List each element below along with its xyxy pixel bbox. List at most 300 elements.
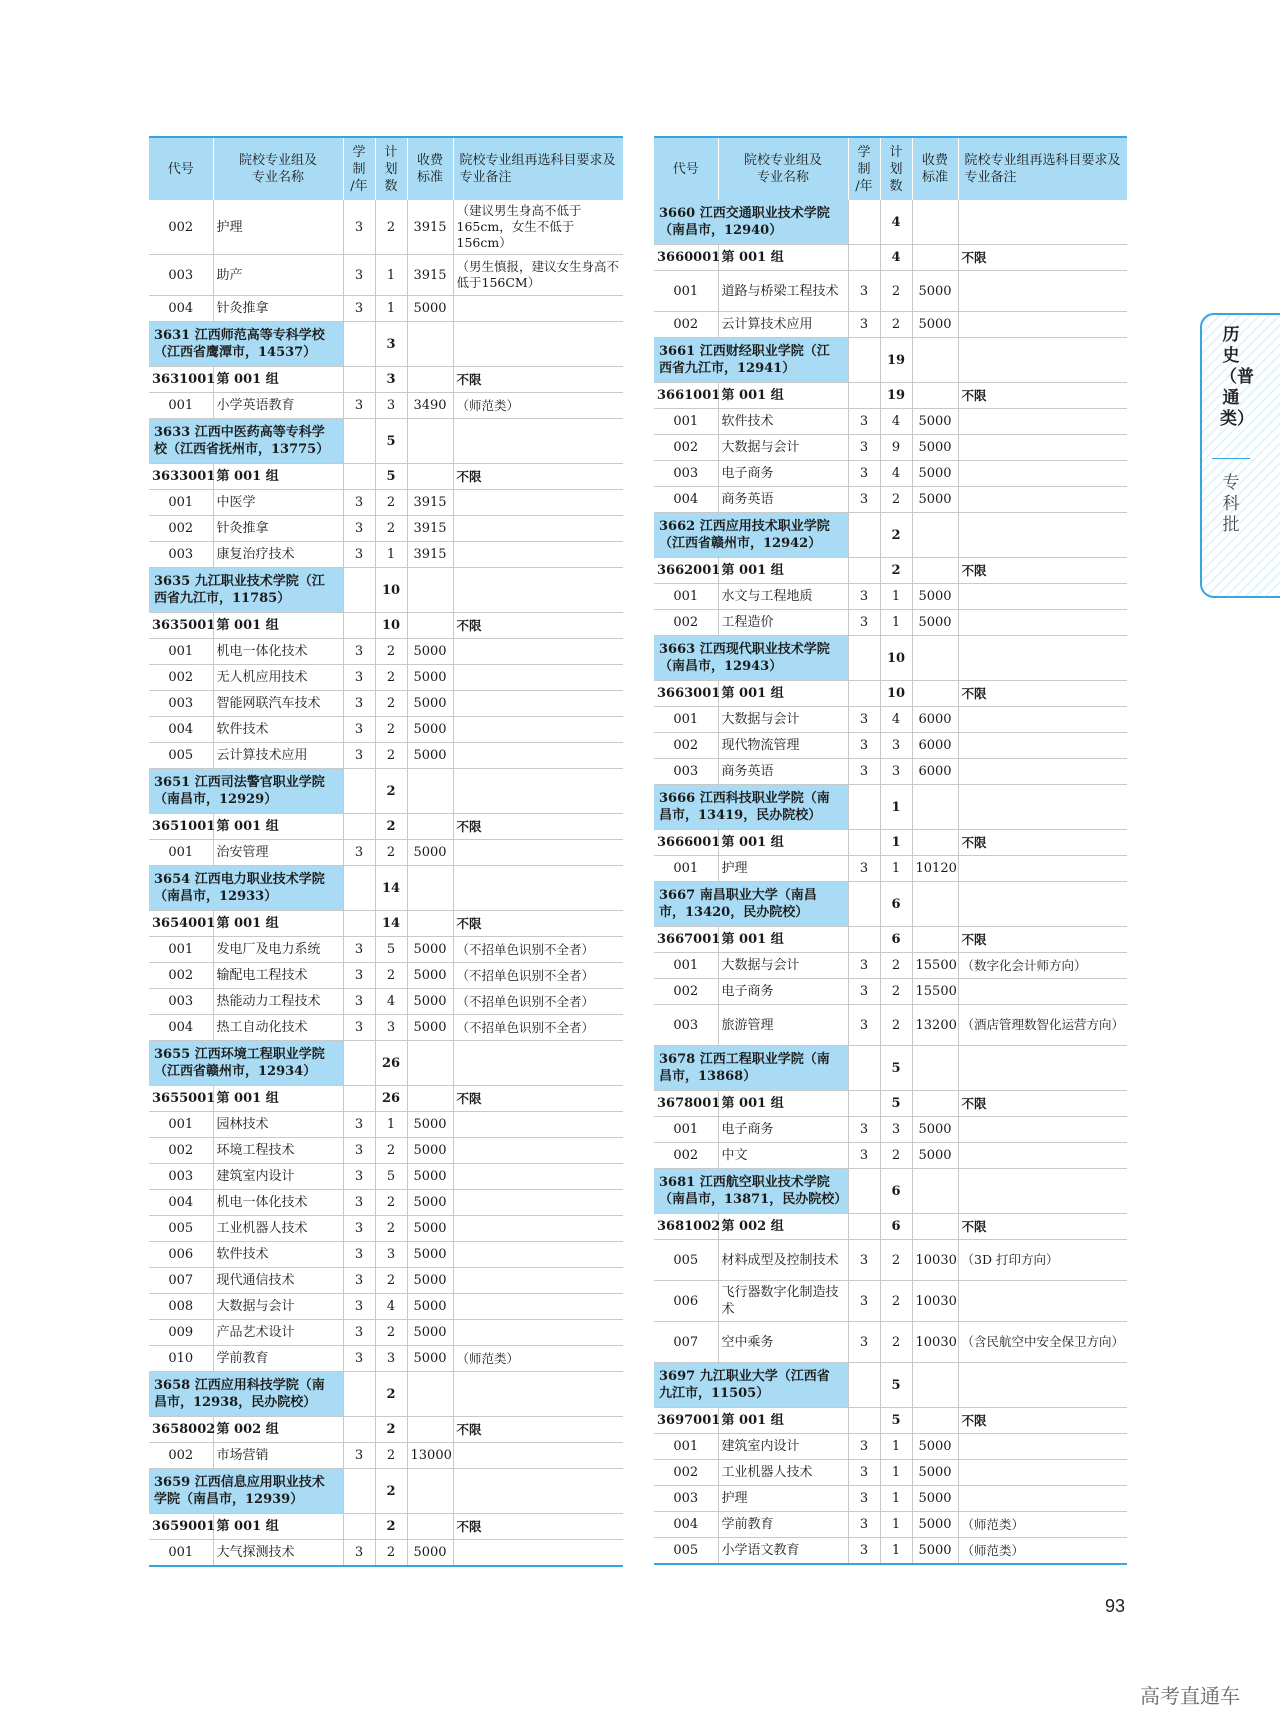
major-code: 001 <box>654 1434 718 1460</box>
major-years: 3 <box>848 1143 880 1169</box>
major-note <box>453 296 623 322</box>
school-row <box>149 1041 623 1086</box>
major-row <box>654 271 1127 312</box>
school-years-cell <box>343 419 375 464</box>
major-row <box>654 1143 1127 1169</box>
group-requirement: 不限 <box>958 927 1127 953</box>
major-years: 3 <box>343 255 375 296</box>
major-name: 材料成型及控制技术 <box>718 1240 848 1281</box>
major-row <box>149 743 623 769</box>
school-note-cell <box>453 322 623 367</box>
major-plan: 3 <box>880 733 912 759</box>
major-row <box>654 1434 1127 1460</box>
school-plan: 10 <box>880 636 912 681</box>
major-row <box>149 1138 623 1164</box>
major-note <box>453 1242 623 1268</box>
major-name: 现代通信技术 <box>213 1268 343 1294</box>
major-code: 002 <box>149 665 213 691</box>
group-fee-cell <box>407 464 453 490</box>
major-fee: 13200 <box>912 1005 958 1046</box>
major-name: 智能网联汽车技术 <box>213 691 343 717</box>
major-plan: 2 <box>375 1268 407 1294</box>
major-years: 3 <box>343 542 375 568</box>
major-row <box>149 393 623 419</box>
school-note-cell <box>453 1469 623 1514</box>
school-note-cell <box>453 1372 623 1417</box>
major-plan: 1 <box>880 1434 912 1460</box>
group-requirement: 不限 <box>453 911 623 937</box>
school-plan: 5 <box>880 1363 912 1408</box>
major-note <box>453 665 623 691</box>
school-fee-cell <box>912 785 958 830</box>
header-plan: 计 划 数 <box>375 137 407 200</box>
group-name: 第 001 组 <box>718 830 848 856</box>
school-plan: 3 <box>375 322 407 367</box>
school-name: 3633 江西中医药高等专科学校（江西省抚州市，13775） <box>149 419 343 464</box>
major-years: 3 <box>848 1240 880 1281</box>
major-fee: 3915 <box>407 542 453 568</box>
school-row <box>149 568 623 613</box>
major-years: 3 <box>343 1164 375 1190</box>
major-row <box>149 490 623 516</box>
major-name: 建筑室内设计 <box>718 1434 848 1460</box>
major-note <box>453 1294 623 1320</box>
major-name: 空中乘务 <box>718 1322 848 1363</box>
major-code: 003 <box>654 461 718 487</box>
major-plan: 1 <box>375 1112 407 1138</box>
group-name: 第 001 组 <box>213 911 343 937</box>
school-name: 3654 江西电力职业技术学院（南昌市，12933） <box>149 866 343 911</box>
group-plan: 4 <box>880 245 912 271</box>
major-name: 现代物流管理 <box>718 733 848 759</box>
major-name: 商务英语 <box>718 487 848 513</box>
group-row <box>654 1214 1127 1240</box>
group-code: 3659001 <box>149 1514 213 1540</box>
major-name: 热能动力工程技术 <box>213 989 343 1015</box>
group-requirement: 不限 <box>453 613 623 639</box>
school-row <box>149 1469 623 1514</box>
school-row <box>654 513 1127 558</box>
major-name: 机电一体化技术 <box>213 639 343 665</box>
major-fee: 5000 <box>912 1460 958 1486</box>
major-code: 002 <box>149 963 213 989</box>
school-years-cell <box>848 1169 880 1214</box>
major-years: 3 <box>848 1460 880 1486</box>
major-row <box>654 1117 1127 1143</box>
school-fee-cell <box>407 1041 453 1086</box>
group-name: 第 001 组 <box>718 1091 848 1117</box>
major-note: （师范类） <box>958 1538 1127 1565</box>
major-plan: 1 <box>880 610 912 636</box>
major-plan: 3 <box>375 1242 407 1268</box>
major-name: 大数据与会计 <box>718 707 848 733</box>
major-fee: 5000 <box>912 1117 958 1143</box>
major-plan: 2 <box>880 312 912 338</box>
major-code: 003 <box>654 759 718 785</box>
major-years: 3 <box>343 490 375 516</box>
major-years: 3 <box>848 953 880 979</box>
major-years: 3 <box>343 1346 375 1372</box>
header-fee: 收费 标准 <box>407 137 453 200</box>
major-row <box>654 759 1127 785</box>
header-name: 院校专业组及 专业名称 <box>718 137 848 200</box>
major-fee: 5000 <box>912 1538 958 1565</box>
major-name: 护理 <box>718 856 848 882</box>
major-note <box>958 409 1127 435</box>
group-years-cell <box>343 1514 375 1540</box>
school-name: 3655 江西环境工程职业学院（江西省赣州市，12934） <box>149 1041 343 1086</box>
major-note <box>958 461 1127 487</box>
school-plan: 2 <box>880 513 912 558</box>
major-code: 004 <box>149 717 213 743</box>
major-row <box>149 1268 623 1294</box>
major-note <box>453 1268 623 1294</box>
major-note: （数字化会计师方向） <box>958 953 1127 979</box>
enrollment-table-left <box>149 136 623 1567</box>
major-row <box>149 665 623 691</box>
major-note <box>453 1190 623 1216</box>
major-note: （师范类） <box>453 1346 623 1372</box>
major-row <box>149 1540 623 1567</box>
major-note <box>958 487 1127 513</box>
school-fee-cell <box>407 866 453 911</box>
group-plan: 2 <box>375 814 407 840</box>
major-fee: 3915 <box>407 200 453 255</box>
major-plan: 4 <box>375 989 407 1015</box>
major-plan: 2 <box>375 840 407 866</box>
major-note <box>453 542 623 568</box>
major-code: 005 <box>149 1216 213 1242</box>
major-fee: 5000 <box>407 717 453 743</box>
school-note-cell <box>453 419 623 464</box>
major-fee: 3915 <box>407 490 453 516</box>
major-row <box>149 516 623 542</box>
major-plan: 2 <box>880 1005 912 1046</box>
major-note <box>453 490 623 516</box>
major-fee: 5000 <box>912 312 958 338</box>
major-note: （师范类） <box>958 1512 1127 1538</box>
section-side-tab <box>1200 313 1280 598</box>
school-plan: 5 <box>375 419 407 464</box>
group-plan: 2 <box>880 558 912 584</box>
major-years: 3 <box>343 743 375 769</box>
group-plan: 5 <box>375 464 407 490</box>
group-row <box>149 911 623 937</box>
school-row <box>654 785 1127 830</box>
major-row <box>654 487 1127 513</box>
major-plan: 2 <box>375 1138 407 1164</box>
major-code: 001 <box>149 490 213 516</box>
major-row <box>654 435 1127 461</box>
group-requirement: 不限 <box>453 814 623 840</box>
major-fee: 5000 <box>407 1164 453 1190</box>
group-plan: 10 <box>375 613 407 639</box>
group-row <box>654 383 1127 409</box>
major-name: 软件技术 <box>213 1242 343 1268</box>
major-row <box>654 1322 1127 1363</box>
major-note <box>453 1164 623 1190</box>
group-fee-cell <box>407 1514 453 1540</box>
school-fee-cell <box>912 513 958 558</box>
major-row <box>654 1486 1127 1512</box>
group-years-cell <box>848 383 880 409</box>
group-fee-cell <box>407 1417 453 1443</box>
major-code: 008 <box>149 1294 213 1320</box>
major-fee: 5000 <box>407 840 453 866</box>
major-years: 3 <box>848 759 880 785</box>
major-code: 002 <box>654 610 718 636</box>
group-row <box>149 814 623 840</box>
major-years: 3 <box>343 989 375 1015</box>
major-note <box>958 271 1127 312</box>
major-years: 3 <box>343 516 375 542</box>
group-years-cell <box>848 681 880 707</box>
school-fee-cell <box>912 636 958 681</box>
group-years-cell <box>343 367 375 393</box>
school-name: 3631 江西师范高等专科学校（江西省鹰潭市，14537） <box>149 322 343 367</box>
major-name: 热工自动化技术 <box>213 1015 343 1041</box>
group-name: 第 002 组 <box>718 1214 848 1240</box>
major-fee: 5000 <box>407 639 453 665</box>
school-row <box>654 636 1127 681</box>
group-years-cell <box>343 814 375 840</box>
major-note <box>453 1112 623 1138</box>
school-name: 3661 江西财经职业学院（江西省九江市，12941） <box>654 338 848 383</box>
enrollment-table-right <box>654 136 1127 1565</box>
school-row <box>654 338 1127 383</box>
major-plan: 1 <box>375 296 407 322</box>
major-code: 003 <box>149 255 213 296</box>
major-fee: 5000 <box>407 1294 453 1320</box>
major-fee: 15500 <box>912 953 958 979</box>
major-name: 产品艺术设计 <box>213 1320 343 1346</box>
major-name: 电子商务 <box>718 979 848 1005</box>
major-note <box>453 840 623 866</box>
group-requirement: 不限 <box>453 1417 623 1443</box>
school-name: 3666 江西科技职业学院（南昌市，13419，民办院校） <box>654 785 848 830</box>
major-note <box>958 1117 1127 1143</box>
major-row <box>149 963 623 989</box>
major-plan: 2 <box>375 516 407 542</box>
major-name: 大气探测技术 <box>213 1540 343 1567</box>
major-fee: 5000 <box>912 610 958 636</box>
major-years: 3 <box>848 733 880 759</box>
school-plan: 2 <box>375 769 407 814</box>
school-plan: 19 <box>880 338 912 383</box>
major-name: 飞行器数字化制造技术 <box>718 1281 848 1322</box>
major-code: 003 <box>149 1164 213 1190</box>
group-name: 第 001 组 <box>213 1514 343 1540</box>
school-row <box>149 322 623 367</box>
major-plan: 2 <box>375 743 407 769</box>
major-fee: 5000 <box>407 1268 453 1294</box>
major-years: 3 <box>848 1322 880 1363</box>
major-plan: 2 <box>375 1216 407 1242</box>
school-fee-cell <box>912 1046 958 1091</box>
group-code: 3651001 <box>149 814 213 840</box>
major-fee: 5000 <box>407 1216 453 1242</box>
major-code: 001 <box>654 409 718 435</box>
major-name: 工程造价 <box>718 610 848 636</box>
major-row <box>654 733 1127 759</box>
major-row <box>149 1242 623 1268</box>
major-note <box>958 584 1127 610</box>
major-code: 006 <box>149 1242 213 1268</box>
major-row <box>149 1216 623 1242</box>
major-code: 001 <box>149 1112 213 1138</box>
major-plan: 9 <box>880 435 912 461</box>
major-fee: 5000 <box>407 963 453 989</box>
school-years-cell <box>343 1041 375 1086</box>
major-years: 3 <box>343 1540 375 1567</box>
group-requirement: 不限 <box>453 1514 623 1540</box>
major-fee: 6000 <box>912 733 958 759</box>
school-row <box>654 1046 1127 1091</box>
school-note-cell <box>958 200 1127 245</box>
group-fee-cell <box>912 1214 958 1240</box>
major-years: 3 <box>848 584 880 610</box>
major-years: 3 <box>343 717 375 743</box>
major-years: 3 <box>343 1294 375 1320</box>
major-note <box>958 1281 1127 1322</box>
major-years: 3 <box>848 312 880 338</box>
major-row <box>149 989 623 1015</box>
major-plan: 1 <box>375 542 407 568</box>
group-fee-cell <box>912 830 958 856</box>
major-note: （建议男生身高不低于165cm，女生不低于156cm） <box>453 200 623 255</box>
major-row <box>654 1460 1127 1486</box>
group-row <box>149 1514 623 1540</box>
major-row <box>149 542 623 568</box>
major-fee: 6000 <box>912 707 958 733</box>
major-plan: 2 <box>880 953 912 979</box>
major-row <box>149 1112 623 1138</box>
major-plan: 2 <box>880 1322 912 1363</box>
major-fee: 10030 <box>912 1281 958 1322</box>
major-code: 006 <box>654 1281 718 1322</box>
group-plan: 2 <box>375 1417 407 1443</box>
group-years-cell <box>848 1214 880 1240</box>
group-requirement: 不限 <box>453 464 623 490</box>
major-code: 009 <box>149 1320 213 1346</box>
school-years-cell <box>848 882 880 927</box>
school-row <box>654 200 1127 245</box>
school-years-cell <box>848 1363 880 1408</box>
school-fee-cell <box>912 1169 958 1214</box>
group-requirement: 不限 <box>958 1091 1127 1117</box>
major-fee: 5000 <box>407 296 453 322</box>
major-plan: 2 <box>880 1240 912 1281</box>
major-code: 002 <box>149 516 213 542</box>
major-years: 3 <box>343 1268 375 1294</box>
major-row <box>149 1294 623 1320</box>
group-requirement: 不限 <box>958 245 1127 271</box>
major-fee: 6000 <box>912 759 958 785</box>
school-fee-cell <box>912 882 958 927</box>
major-name: 软件技术 <box>213 717 343 743</box>
major-row <box>149 1015 623 1041</box>
header-years: 学 制 /年 <box>343 137 375 200</box>
major-name: 针灸推拿 <box>213 296 343 322</box>
group-fee-cell <box>407 367 453 393</box>
major-plan: 1 <box>880 1460 912 1486</box>
group-row <box>149 464 623 490</box>
major-fee: 10030 <box>912 1322 958 1363</box>
group-plan: 2 <box>375 1514 407 1540</box>
major-code: 002 <box>654 733 718 759</box>
major-years: 3 <box>343 1190 375 1216</box>
school-plan: 26 <box>375 1041 407 1086</box>
group-code: 3655001 <box>149 1086 213 1112</box>
school-plan: 1 <box>880 785 912 830</box>
major-code: 001 <box>654 953 718 979</box>
school-note-cell <box>958 882 1127 927</box>
major-note: （不招单色识别不全者） <box>453 937 623 963</box>
group-code: 3667001 <box>654 927 718 953</box>
major-note <box>453 639 623 665</box>
group-years-cell <box>848 558 880 584</box>
major-name: 电子商务 <box>718 461 848 487</box>
major-plan: 2 <box>375 1540 407 1567</box>
major-row <box>149 200 623 255</box>
major-fee: 5000 <box>912 1512 958 1538</box>
major-code: 010 <box>149 1346 213 1372</box>
major-name: 机电一体化技术 <box>213 1190 343 1216</box>
major-code: 001 <box>654 584 718 610</box>
major-years: 3 <box>848 435 880 461</box>
group-years-cell <box>343 911 375 937</box>
side-tab-batch: 专科批 <box>1222 473 1240 535</box>
major-note <box>453 1138 623 1164</box>
major-row <box>149 1346 623 1372</box>
group-years-cell <box>848 1091 880 1117</box>
major-years: 3 <box>848 610 880 636</box>
major-fee: 5000 <box>407 1138 453 1164</box>
major-plan: 4 <box>375 1294 407 1320</box>
major-plan: 2 <box>375 963 407 989</box>
major-fee: 5000 <box>912 461 958 487</box>
major-code: 002 <box>654 1143 718 1169</box>
group-row <box>654 830 1127 856</box>
major-fee: 5000 <box>912 271 958 312</box>
major-years: 3 <box>343 639 375 665</box>
group-fee-cell <box>407 1086 453 1112</box>
school-row <box>149 866 623 911</box>
school-row <box>654 1169 1127 1214</box>
header-years: 学 制 /年 <box>848 137 880 200</box>
group-years-cell <box>343 1417 375 1443</box>
header-note: 院校专业组再选科目要求及专业备注 <box>453 137 623 200</box>
major-code: 007 <box>149 1268 213 1294</box>
major-name: 园林技术 <box>213 1112 343 1138</box>
group-name: 第 001 组 <box>718 245 848 271</box>
school-years-cell <box>343 1469 375 1514</box>
major-row <box>654 1512 1127 1538</box>
header-note: 院校专业组再选科目要求及专业备注 <box>958 137 1127 200</box>
major-code: 001 <box>149 937 213 963</box>
major-note: （3D 打印方向） <box>958 1240 1127 1281</box>
group-code: 3697001 <box>654 1408 718 1434</box>
major-fee: 5000 <box>912 1434 958 1460</box>
major-name: 助产 <box>213 255 343 296</box>
major-row <box>149 691 623 717</box>
major-row <box>654 610 1127 636</box>
page-number: 93 <box>1105 1596 1126 1616</box>
major-code: 001 <box>149 1540 213 1567</box>
major-code: 001 <box>654 856 718 882</box>
group-code: 3678001 <box>654 1091 718 1117</box>
group-years-cell <box>343 1086 375 1112</box>
